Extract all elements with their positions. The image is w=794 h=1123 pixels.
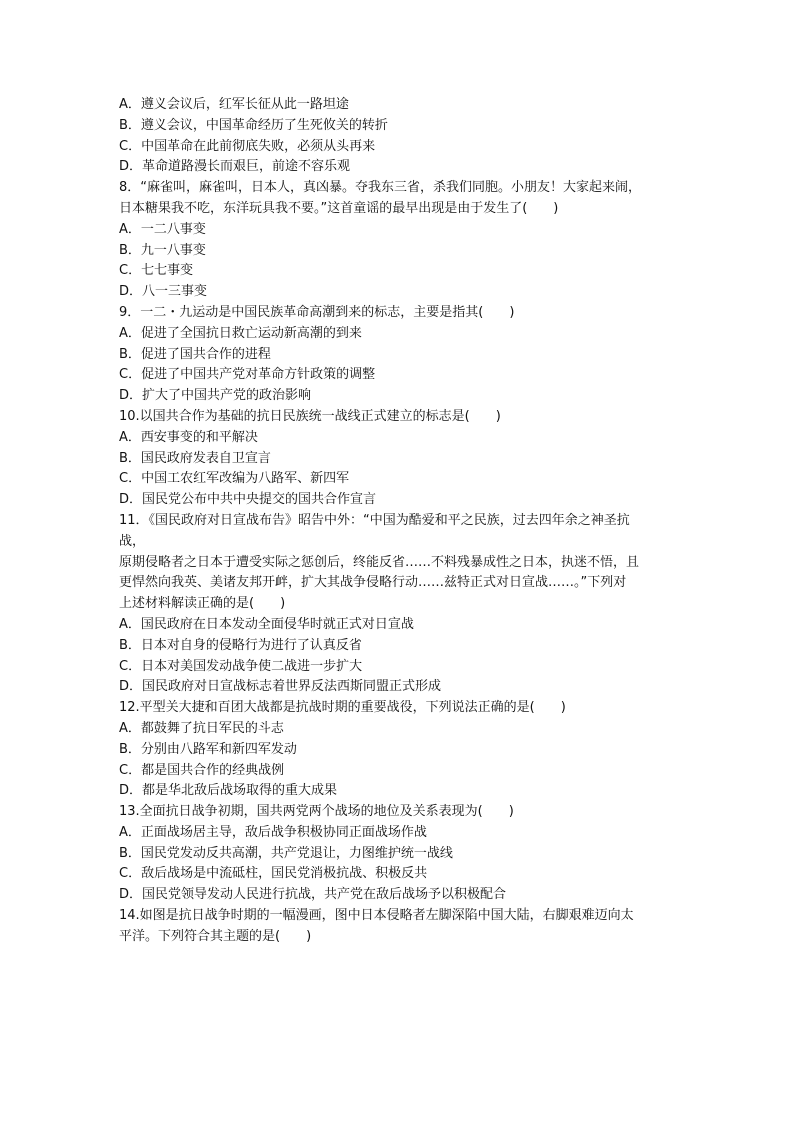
text-line: D．革命道路漫长而艰巨，前途不容乐观 — [119, 159, 351, 175]
question-14-stem: 14.如图是抗日战争时期的一幅漫画，图中日本侵略者左脚深陷中国大陆，右脚艰难迈向太 — [119, 908, 634, 924]
question-9-stem: 9．一二・九运动是中国民族革命高潮到来的标志，主要是指其( ) — [119, 304, 515, 320]
option-a: A．一二八事变 — [119, 221, 206, 237]
option-b: B．日本对自身的侵略行为进行了认真反省 — [119, 637, 362, 653]
option-d: D．都是华北敌后战场取得的重大成果 — [119, 783, 338, 799]
option-d: D．国民党公布中共中央提交的国共合作宣言 — [119, 492, 377, 508]
question-14-stem: 平洋。下列符合其主题的是( ) — [119, 928, 312, 944]
option-a: A．都鼓舞了抗日军民的斗志 — [119, 720, 284, 736]
option-a: A．促进了全国抗日救亡运动新高潮的到来 — [119, 325, 362, 341]
option-b: B．九一八事变 — [119, 242, 206, 258]
question-11-stem: 上述材料解读正确的是( ) — [119, 596, 286, 612]
option-b: B．促进了国共合作的进程 — [119, 346, 271, 362]
option-d: D．国民政府对日宣战标志着世界反法西斯同盟正式形成 — [119, 679, 442, 695]
question-11-stem: 战， — [119, 533, 146, 549]
option-a: A．国民政府在日本发动全面侵华时就正式对日宣战 — [119, 616, 414, 632]
question-11-stem: 11．《国民政府对日宣战布告》昭告中外：“中国为酷爱和平之民族，过去四年余之神圣抗 — [119, 512, 630, 528]
text-line: C．中国革命在此前彻底失败，必须从头再来 — [119, 138, 376, 154]
question-11-stem: 原期侵略者之日本于遭受实际之惩创后，终能反省……不料残暴成性之日本，执迷不悟，且 — [119, 554, 640, 570]
option-c: C．都是国共合作的经典战例 — [119, 762, 285, 778]
option-b: B．国民党发动反共高潮，共产党退让，力图维护统一战线 — [119, 845, 453, 861]
option-c: C．敌后战场是中流砥柱，国民党消极抗战、积极反共 — [119, 866, 428, 882]
text-line: B．遵义会议，中国革命经历了生死攸关的转折 — [119, 117, 388, 133]
option-c: C．日本对美国发动战争使二战进一步扩大 — [119, 658, 363, 674]
question-10-stem: 10.以国共合作为基础的抗日民族统一战线正式建立的标志是( ) — [119, 408, 501, 424]
question-8-stem: 8．“麻雀叫，麻雀叫，日本人，真凶暴。夺我东三省，杀我们同胞。小朋友！大家起来闹， — [119, 180, 642, 196]
question-12-stem: 12.平型关大捷和百团大战都是抗战时期的重要战役，下列说法正确的是( ) — [119, 700, 566, 716]
option-c: C．七七事变 — [119, 263, 194, 279]
option-d: D．扩大了中国共产党的政治影响 — [119, 388, 312, 404]
option-d: D．国民党领导发动人民进行抗战，共产党在敌后战场予以积极配合 — [119, 887, 507, 903]
question-8-stem: 日本糖果我不吃，东洋玩具我不要。”这首童谣的最早出现是由于发生了( ) — [119, 200, 559, 216]
document-body — [119, 95, 679, 948]
question-11-stem: 更悍然向我英、美诸友邦开衅，扩大其战争侵略行动……兹特正式对日宣战……。”下列对 — [119, 575, 627, 591]
question-13-stem: 13.全面抗日战争初期，国共两党两个战场的地位及关系表现为( ) — [119, 804, 514, 820]
option-a: A．西安事变的和平解决 — [119, 429, 258, 445]
option-c: C．促进了中国共产党对革命方针政策的调整 — [119, 367, 376, 383]
option-a: A．正面战场居主导，敌后战争积极协同正面战场作战 — [119, 824, 427, 840]
option-b: B．分别由八路军和新四军发动 — [119, 741, 297, 757]
text-line: A．遵义会议后，红军长征从此一路坦途 — [119, 97, 349, 112]
option-d: D．八一三事变 — [119, 284, 208, 300]
option-c: C．中国工农红军改编为八路军、新四军 — [119, 471, 350, 487]
option-b: B．国民政府发表自卫宣言 — [119, 450, 271, 466]
